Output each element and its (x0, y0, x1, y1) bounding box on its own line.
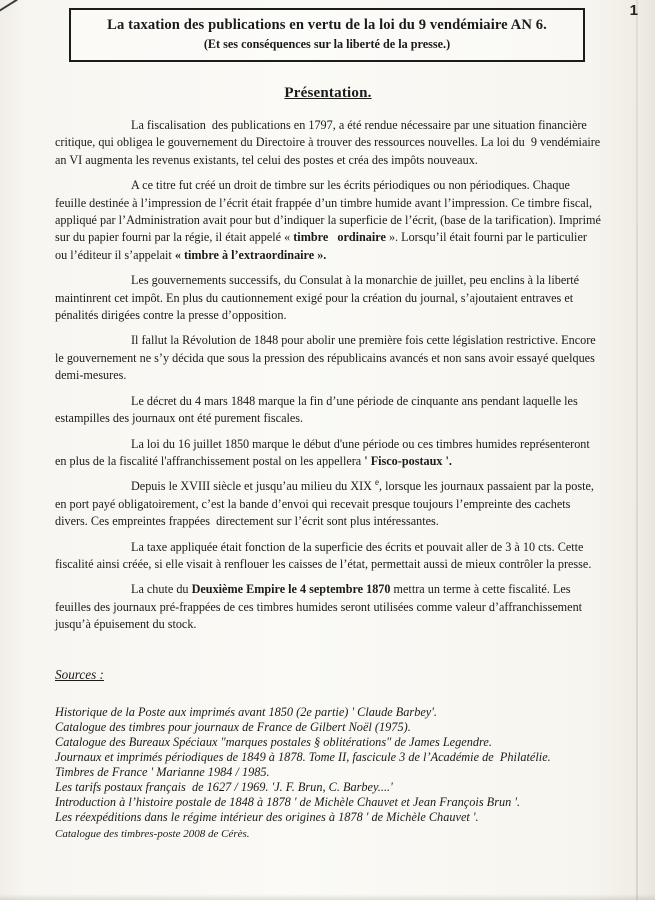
paragraph (55, 539, 601, 574)
page-number: 1 (629, 2, 638, 19)
text-segment: Il fallut la Révolution de 1848 pour abolir une première fois cette législation restrictive. Encore le gouvernement ne s’y décida que sous la pression des républicains avancés et non sans avoir essayé quelques demi-mesures. (55, 333, 599, 383)
paragraph (55, 478, 601, 530)
paragraph (55, 332, 601, 384)
text-segment: Le décret du 4 mars 1848 marque la fin d’une période de cinquante ans pendant laquelle les estampilles des journaux ont été purement fiscales. (55, 393, 581, 426)
text-segment: La loi du 16 juillet 1850 marque le début d'une période ou ces timbres humides représenteront en plus de la fiscalité l'affranchissement postal on les appellera (55, 436, 593, 468)
source-item: Les réexpéditions dans le régime intérieur des origines à 1878 ' de Michèle Chauvet '. (55, 809, 479, 824)
paragraph (55, 436, 601, 471)
text-segment: La fiscalisation des publications en 1797, a été rendue nécessaire par une situation financière critique, qui obligea le gouvernement du Directoire à trouver des ressources nouvelles. La loi du 9 vendémiaire an VI augmenta les revenus existants, tel celui des postes et créa des impôts nouveaux. (55, 118, 604, 167)
document-subtitle: (Et ses conséquences sur la liberté de la presse.) (203, 37, 451, 51)
text-segment: ' Fisco-postaux '. (364, 453, 452, 468)
text-segment: timbre ordinaire (293, 230, 386, 245)
text-segment: Deuxième Empire le 4 septembre 1870 (191, 582, 391, 597)
text-segment: « timbre à l’extraordinaire ». (174, 247, 327, 262)
paragraph (55, 177, 604, 264)
text-segment: mettra un terme à cette fiscalité. Les feuilles des journaux pré-frappées de ces timbres humides seront utilisées comme valeur d’affranchissement jusqu’à épuisement du stock. (55, 582, 589, 632)
text-segment: Depuis le XVIII siècle et jusqu’au milieu du XIX (131, 479, 376, 494)
page-content (55, 0, 604, 842)
text-segment: Les gouvernements successifs, du Consulat à la monarchie de juillet, peu enclins à la liberté maintinrent cet impôt. En plus du cautionnement exigé pour la création du journal, s’ajoutaient entraves et pénalités dirigées contre la presse d’opposition. (55, 273, 583, 323)
source-item: Historique de la Poste aux imprimés avant 1850 (2e partie) ' Claude Barbey'. (55, 704, 437, 719)
scan-corner-artifact (0, 0, 18, 13)
section-heading: Présentation. (284, 85, 372, 101)
source-item: Catalogue des timbres pour journaux de France de Gilbert Noël (1975). (55, 719, 411, 734)
text-segment: A ce titre fut créé un droit de timbre sur les écrits périodiques ou non périodiques. Chaque feuille destinée à l’impression de l’écrit était frappée d’un timbre humide avant l’impression. Ce timbre fiscal, appliqué par l’Administration avait pour but d’indiquer la superficie de l’écrit, (base de la tarification). Imprimé sur du papier fourni par la régie, il était appelé « (55, 178, 604, 245)
text-segment: e (375, 477, 380, 488)
sources-list (55, 705, 601, 842)
source-item: Timbres de France ' Marianne 1984 / 1985. (55, 764, 270, 779)
text-segment: La chute du (131, 582, 192, 597)
page-fold-line (636, 0, 638, 900)
sources-heading: Sources : (55, 666, 104, 682)
source-item: Catalogue des Bureaux Spéciaux "marques postales § oblitérations" de James Legendre. (55, 734, 492, 749)
title-box (69, 8, 585, 62)
paragraph (55, 393, 601, 428)
page-bottom-shadow (0, 894, 655, 900)
source-item: Journaux et imprimés périodiques de 1849 à 1878. Tome II, fascicule 3 de l’Académie de Philatélie. (55, 749, 551, 764)
source-item: Introduction à l’histoire postale de 1848 à 1878 ' de Michèle Chauvet et Jean François Brun '. (55, 794, 521, 809)
paragraph (55, 272, 601, 324)
source-item: Les tarifs postaux français de 1627 / 1969. 'J. F. Brun, C. Barbey....' (55, 779, 393, 794)
text-segment: La taxe appliquée était fonction de la superficie des écrits et pouvait aller de 3 à 10 cts. Cette fiscalité ainsi créée, si elle visait à renflouer les caisses de l’état, permettait aussi de mieux contrôler la presse. (55, 539, 592, 571)
paragraph (55, 581, 601, 633)
text-segment: ». Lorsqu’il était fourni par le particulier ou l’éditeur il s’appelait (55, 230, 590, 262)
paragraph (55, 117, 604, 169)
document-title: La taxation des publications en vertu de la loi du 9 vendémiaire AN 6. (107, 17, 547, 33)
source-item: Catalogue des timbres-poste 2008 de Cérès. (55, 827, 250, 840)
body-text (55, 117, 604, 634)
text-segment: , lorsque les journaux passaient par la poste, en port payé obligatoirement, c’est la bande d’envoi qui recevait presque toujours l’empreinte des cachets divers. Ces empreintes frappées directement sur l’écrit sont plus intéressantes. (55, 479, 597, 529)
